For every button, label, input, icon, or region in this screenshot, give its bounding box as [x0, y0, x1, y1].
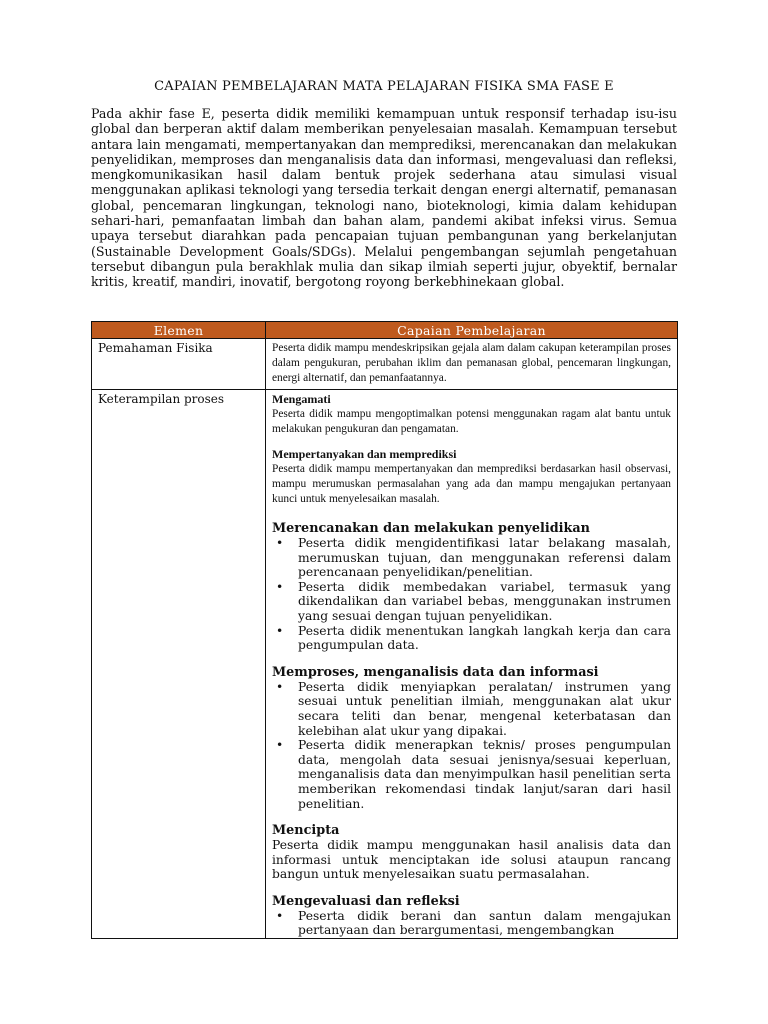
section-mengamati [272, 392, 671, 437]
section-memproses [272, 665, 671, 811]
section-mengevaluasi [272, 894, 671, 938]
bullet-list [272, 536, 671, 653]
bullet-list [272, 909, 671, 938]
element-cell: Pemahaman Fisika [92, 339, 266, 390]
table-row [92, 339, 678, 390]
section-heading: Memproses, menganalisis data dan informasi [272, 664, 599, 680]
list-item: • Peserta didik membedakan variabel, termasuk yang dikendalikan dan variabel bebas, menggunakan instrumen yang sesuai dengan tujuan penyelidikan. [272, 580, 671, 624]
list-item: • Peserta didik mengidentifikasi latar belakang masalah, merumuskan tujuan, dan menggunakan referensi dalam perencanaan penyelidikan/penelitian. [272, 536, 671, 580]
learning-outcomes-table [91, 321, 678, 939]
section-heading: Mengevaluasi dan refleksi [272, 893, 460, 909]
header-capaian: Capaian Pembelajaran [266, 322, 678, 339]
outcome-cell [266, 390, 678, 939]
document-title: CAPAIAN PEMBELAJARAN MATA PELAJARAN FISIKA SMA FASE E [154, 79, 614, 94]
section-text: Peserta didik mampu mempertanyakan dan memprediksi berdasarkan hasil observasi, mampu merumuskan permasalahan yang ada dan mampu mengajukan pertanyaan kunci untuk menyelesaikan masalah. [272, 463, 671, 505]
section-mencipta [272, 823, 671, 882]
section-heading: Merencanakan dan melakukan penyelidikan [272, 521, 590, 536]
section-text: Peserta didik mampu menggunakan hasil analisis data dan informasi untuk menciptakan ide solusi ataupun rancang bangun untuk menyelesaikan suatu permasalahan. [272, 838, 671, 882]
element-cell: Keterampilan proses [92, 390, 266, 939]
header-elemen: Elemen [92, 322, 266, 339]
section-mempertanyakan [272, 447, 671, 507]
list-item: • Peserta didik menyiapkan peralatan/ instrumen yang sesuai untuk penelitian ilmiah, menggunakan alat ukur secara teliti dan benar, mengenal keterbatasan dan kelebihan alat ukur yang dipakai. [272, 680, 671, 738]
section-heading: Mengamati [272, 392, 331, 406]
list-item: • Peserta didik menerapkan teknis/ proses pengumpulan data, mengolah data sesuai jenisnya/sesuai keperluan, menganalisis data dan menyimpulkan hasil penelitian serta memberikan rekomendasi tindak lanjut/saran dari hasil penelitian. [272, 738, 671, 811]
table-row [92, 390, 678, 939]
table-header-row [92, 322, 678, 339]
outcome-cell: Peserta didik mampu mendeskripsikan gejala alam dalam cakupan keterampilan proses dalam pengukuran, perubahan iklim dan pemanasan global, pencemaran lingkungan, energi alternatif, dan pemanfaatannya. [266, 339, 678, 390]
section-merencanakan [272, 521, 671, 653]
section-heading: Mempertanyakan dan memprediksi [272, 447, 457, 461]
intro-paragraph: Pada akhir fase E, peserta didik memiliki kemampuan untuk responsif terhadap isu-isu global dan berperan aktif dalam memberikan penyelesaian masalah. Kemampuan tersebut antara lain mengamati, mempertanyakan dan memprediksi, merencanakan dan melakukan penyelidikan, memproses dan menganalisis data dan informasi, mengevaluasi dan refleksi, mengkomunikasikan hasil dalam bentuk projek sederhana atau simulasi visual menggunakan aplikasi teknologi yang tersedia terkait dengan energi alternatif, pemanasan global, pencemaran lingkungan, teknologi nano, bioteknologi, kimia dalam kehidupan sehari-hari, pemanfaatan limbah dan bahan alam, pandemi akibat infeksi virus. Semua upaya tersebut diarahkan pada pencapaian tujuan pembangunan yang berkelanjutan (Sustainable Development Goals/SDGs). Melalui pengembangan sejumlah pengetahuan tersebut dibangun pula berakhlak mulia dan sikap ilmiah seperti jujur, obyektif, bernalar kritis, kreatif, mandiri, inovatif, bergotong royong berkebhinekaan global. [91, 106, 677, 290]
list-item: • Peserta didik berani dan santun dalam mengajukan pertanyaan dan berargumentasi, mengembangkan [272, 909, 671, 938]
list-item: • Peserta didik menentukan langkah langkah kerja dan cara pengumpulan data. [272, 624, 671, 653]
section-text: Peserta didik mampu mengoptimalkan potensi menggunakan ragam alat bantu untuk melakukan pengukuran dan pengamatan. [272, 408, 671, 435]
bullet-list [272, 680, 671, 811]
section-heading: Mencipta [272, 823, 340, 839]
